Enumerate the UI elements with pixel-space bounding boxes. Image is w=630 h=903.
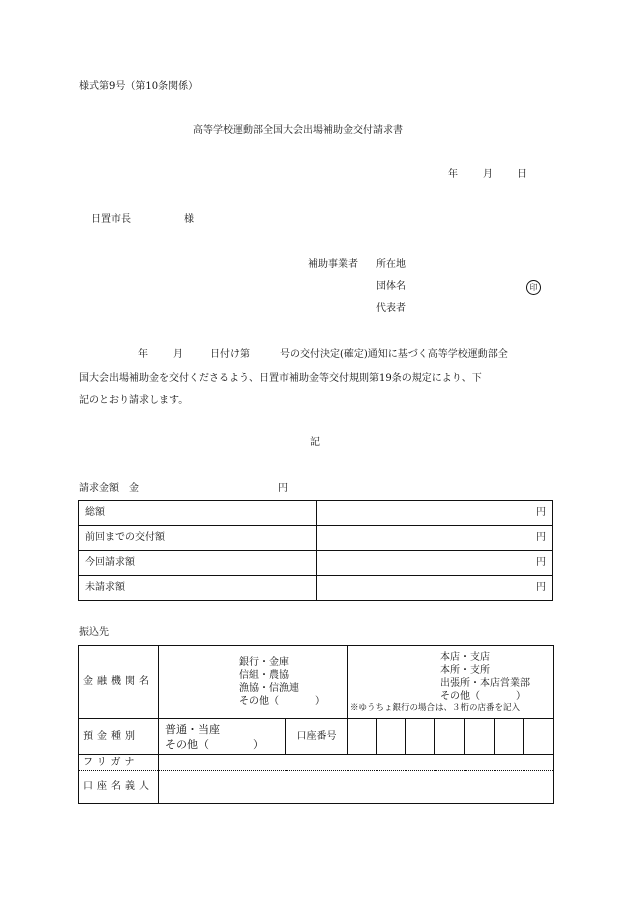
branch-other: その他（ xyxy=(440,691,480,703)
account-digit[interactable] xyxy=(495,719,524,755)
amount-value-cell[interactable]: 円 xyxy=(317,526,553,551)
address-label: 所在地 xyxy=(376,259,406,270)
amount-label: 総額 xyxy=(79,501,317,526)
account-digit[interactable] xyxy=(406,719,435,755)
date-month: 月 xyxy=(483,169,493,180)
holder-label: 口座名義人 xyxy=(79,771,159,804)
deposit-cell[interactable] xyxy=(159,719,286,755)
account-digit[interactable] xyxy=(435,719,465,755)
table-row xyxy=(79,719,554,755)
account-digit[interactable] xyxy=(377,719,406,755)
deposit-other: その他（ xyxy=(165,737,209,751)
holder-input[interactable] xyxy=(159,771,554,804)
rep-label: 代表者 xyxy=(376,303,406,314)
institution-type: 銀行・金庫 xyxy=(239,657,289,668)
branch-cell[interactable] xyxy=(348,646,554,719)
institution-other-close: ） xyxy=(315,696,325,707)
amount-label: 今回請求額 xyxy=(79,551,317,576)
institution-cell[interactable] xyxy=(159,646,348,719)
request-amount-yen: 円 xyxy=(278,483,288,494)
table-row xyxy=(79,526,553,551)
body-month: 月 xyxy=(173,349,183,360)
branch-type: 本店・支店 xyxy=(440,652,490,664)
institution-type: 信組・農協 xyxy=(239,670,289,681)
deposit-other-close: ） xyxy=(253,737,264,751)
table-row xyxy=(79,755,554,771)
addressee-honorific: 様 xyxy=(184,214,194,225)
institution-type: 漁協・信漁連 xyxy=(239,683,299,694)
account-digit[interactable] xyxy=(465,719,495,755)
table-row xyxy=(79,501,553,526)
amount-table xyxy=(78,500,553,601)
body-line1-rest: 号の交付決定(確定)通知に基づく高等学校運動部全 xyxy=(280,349,508,360)
furigana-input[interactable] xyxy=(159,755,554,771)
table-row xyxy=(79,551,553,576)
account-digit[interactable] xyxy=(524,719,554,755)
deposit-label: 預金種別 xyxy=(79,719,159,755)
amount-value-cell[interactable]: 円 xyxy=(317,576,553,601)
body-year: 年 xyxy=(138,349,148,360)
institution-other: その他（ xyxy=(239,696,279,707)
amount-label: 前回までの交付額 xyxy=(79,526,317,551)
date-day: 日 xyxy=(517,169,527,180)
seal-mark: 印 xyxy=(526,280,541,295)
date-year: 年 xyxy=(448,169,458,180)
request-amount-label: 請求金額 金 xyxy=(79,483,139,494)
branch-other-close: ） xyxy=(516,691,526,703)
amount-value-cell[interactable]: 円 xyxy=(317,551,553,576)
bank-table xyxy=(78,645,554,804)
account-number-label: 口座番号 xyxy=(286,719,348,755)
amount-label: 未請求額 xyxy=(79,576,317,601)
page-title: 高等学校運動部全国大会出場補助金交付請求書 xyxy=(193,125,403,136)
applicant-label: 補助事業者 xyxy=(308,259,358,270)
form-number: 様式第9号（第10条関係） xyxy=(79,81,199,92)
body-line3: 記のとおり請求します。 xyxy=(79,395,189,406)
transfer-heading: 振込先 xyxy=(79,627,109,638)
body-dated: 日付け第 xyxy=(210,349,250,360)
org-label: 団体名 xyxy=(376,281,406,292)
addressee-name: 日置市長 xyxy=(91,214,131,225)
amount-value-cell[interactable]: 円 xyxy=(317,501,553,526)
yucho-note: ※ゆうちょ銀行の場合は、３桁の店番を記入 xyxy=(350,703,521,714)
furigana-label: フリガナ xyxy=(79,755,159,771)
branch-type: 本所・支所 xyxy=(440,665,490,677)
deposit-options: 普通・当座 xyxy=(165,722,220,736)
branch-type: 出張所・本店営業部 xyxy=(440,678,530,690)
body-line2: 国大会出場補助金を交付くださるよう、日置市補助金等交付規則第19条の規定により、下 xyxy=(79,373,482,384)
table-row xyxy=(79,771,554,804)
account-digit[interactable] xyxy=(348,719,377,755)
table-row xyxy=(79,576,553,601)
table-row xyxy=(79,646,554,719)
ki-heading: 記 xyxy=(310,437,320,448)
institution-label: 金融機関名 xyxy=(79,646,159,719)
